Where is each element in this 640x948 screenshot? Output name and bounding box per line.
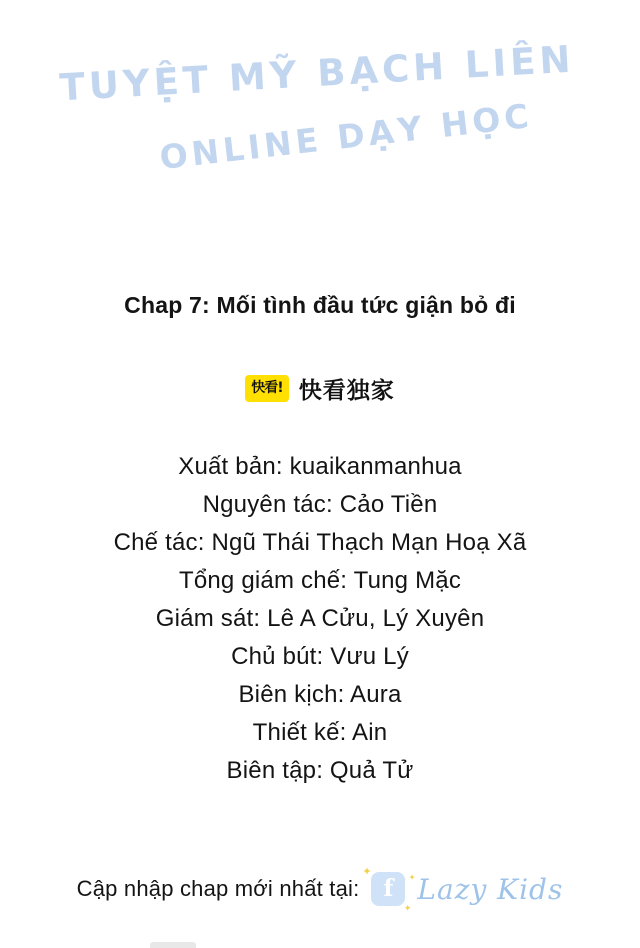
credit-line: Tổng giám chế: Tung Mặc [178,567,462,594]
title-line-2: ONLINE DẠY HỌC [157,95,535,178]
sparkle-icon: ✦ [408,873,416,882]
exclusive-badge [0,372,640,405]
credit-line: Thiết kế: Ain [252,719,388,746]
sparkle-icon: ✦ [403,903,412,913]
page-bottom-artifact [150,942,196,948]
credit-line: Giám sát: Lê A Cửu, Lý Xuyên [155,605,485,632]
facebook-glyph: f [383,875,394,902]
credit-line: Chủ bút: Vưu Lý [231,643,409,670]
exclusive-badge-label: 快看独家 [298,378,395,404]
footer-text: Cập nhập chap mới nhất tại: [76,876,360,901]
credit-line: Nguyên tác: Cảo Tiền [202,491,438,518]
credit-line: Xuất bản: kuaikanmanhua [178,453,462,480]
title-line-1: TUYỆT MỸ BẠCH LIÊN [58,37,576,110]
credit-line: Biên tập: Quả Tử [226,757,414,784]
facebook-icon[interactable] [362,866,416,913]
brand-name: Lazy Kids [417,872,564,906]
sparkle-icon: ✦ [362,866,372,878]
credit-line: Chế tác: Ngũ Thái Thạch Mạn Hoạ Xã [113,529,527,556]
title-block [0,37,640,178]
kuaikan-logo-icon: 快看! [245,375,288,402]
credits-list [0,448,640,790]
footer [0,866,640,913]
credit-line: Biên kịch: Aura [238,681,402,708]
chapter-heading: Chap 7: Mối tình đầu tức giận bỏ đi [124,292,516,318]
